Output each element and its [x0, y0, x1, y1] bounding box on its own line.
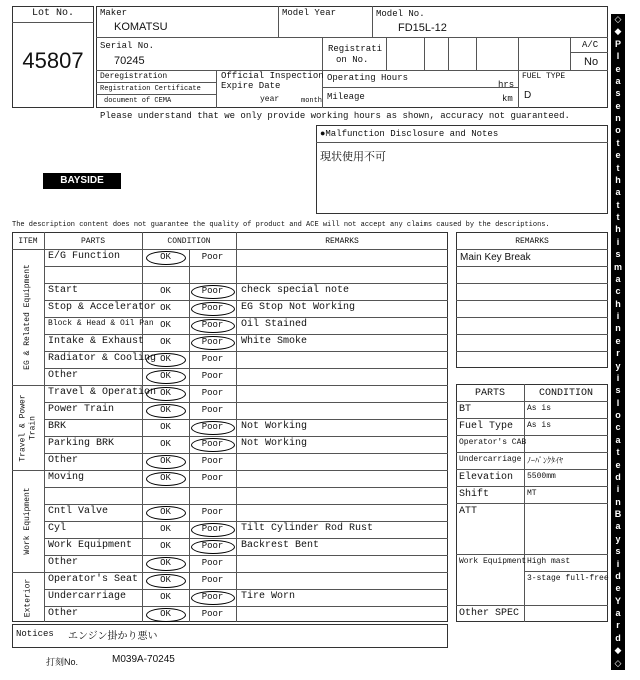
- part-name: Cyl: [48, 523, 67, 534]
- spec-part: Shift: [459, 489, 490, 500]
- inspection-label-1: Official Inspection: [221, 71, 324, 81]
- poor-circle-mark: [191, 421, 235, 435]
- spec-value: 3-stage full-free: [527, 574, 609, 583]
- vertical-notice-char: i: [616, 372, 620, 383]
- ok-circle-mark: [146, 251, 186, 265]
- part-name: Block & Head & Oil Pan: [48, 319, 154, 328]
- poor-circle-mark: [191, 319, 235, 333]
- vertical-notice-char: ◆: [614, 645, 622, 656]
- vertical-notice-char: l: [616, 397, 620, 408]
- fuel-type-value: D: [524, 90, 532, 101]
- ok-circle-mark: [146, 472, 186, 486]
- vertical-notice-char: ◆: [614, 26, 622, 37]
- poor-circle-mark: [191, 438, 235, 452]
- condition-ok: OK: [160, 541, 171, 551]
- spec-part: Operator's CAB: [459, 438, 527, 447]
- model-no-value: FD15L-12: [398, 22, 447, 34]
- group-label-line: Travel & Power: [18, 393, 27, 462]
- condition-ok: OK: [160, 439, 171, 449]
- group-label: [18, 572, 38, 623]
- vertical-notice-char: r: [616, 620, 620, 631]
- vertical-notice-char: a: [615, 521, 621, 532]
- part-name: E/G Function: [48, 251, 121, 262]
- part-name: Other: [48, 370, 79, 381]
- condition-poor: Poor: [201, 456, 224, 466]
- vertical-notice-char: n: [615, 113, 621, 124]
- bayside-badge: BAYSIDE: [43, 173, 121, 189]
- part-name: Cntl Valve: [48, 506, 109, 517]
- ok-circle-mark: [146, 353, 186, 367]
- vertical-notice-char: a: [615, 187, 621, 198]
- group-label-line: EG & Related Equipment: [23, 264, 32, 370]
- condition-ok: OK: [160, 354, 171, 364]
- vertical-notice-char: s: [615, 546, 621, 557]
- stamp-value: M039A-70245: [112, 654, 175, 665]
- vertical-notice-char: a: [615, 273, 621, 284]
- year-label: year: [260, 95, 280, 104]
- mileage-label: Mileage: [327, 92, 365, 102]
- right-remarks-header: REMARKS: [515, 237, 549, 246]
- lot-number: 45807: [22, 48, 84, 73]
- ok-circle-mark: [146, 404, 186, 418]
- spec-value: As is: [527, 421, 552, 430]
- condition-poor: Poor: [201, 422, 224, 432]
- spec-value: 5500mm: [527, 472, 556, 481]
- condition-poor: Poor: [201, 371, 224, 381]
- condition-poor: Poor: [201, 439, 224, 449]
- vertical-notice-char: c: [615, 422, 621, 433]
- part-name: Start: [48, 285, 79, 296]
- vertical-notice-char: e: [615, 583, 621, 594]
- group-label: [18, 470, 38, 572]
- vertical-notice-char: s: [615, 385, 621, 396]
- disclaimer: The description content does not guarantee the quality of product and ACE will not accept any claims caused by the descriptions.: [12, 221, 550, 229]
- notices-value: エンジン掛かり悪い: [68, 631, 158, 642]
- ok-circle-mark: [146, 557, 186, 571]
- condition-ok: OK: [160, 371, 171, 381]
- stamp-label: 打刻No.: [46, 657, 79, 667]
- part-name: Stop & Accelerator: [48, 302, 157, 313]
- group-label: [18, 385, 38, 470]
- spec-part: Other SPEC: [459, 608, 520, 619]
- part-name: Power Train: [48, 404, 115, 415]
- vertical-notice-char: a: [615, 608, 621, 619]
- inspection-label-2: Expire Date: [221, 81, 281, 91]
- spec-value: High mast: [527, 557, 571, 566]
- vertical-notice-char: ◇: [614, 657, 622, 668]
- vertical-notice-char: y: [615, 533, 621, 544]
- part-name: Other: [48, 455, 79, 466]
- header-remarks: REMARKS: [325, 237, 359, 246]
- condition-poor: Poor: [201, 303, 224, 313]
- vertical-notice-char: a: [615, 75, 621, 86]
- condition-ok: OK: [160, 422, 171, 432]
- vertical-notice-char: d: [615, 632, 621, 643]
- vertical-notice-char: e: [615, 459, 621, 470]
- notices-label: Notices: [16, 629, 54, 639]
- vertical-notice-char: t: [616, 447, 620, 458]
- condition-ok: OK: [160, 592, 171, 602]
- spec-value: MT: [527, 489, 537, 498]
- maker-value: KOMATSU: [114, 21, 168, 33]
- ok-circle-mark: [146, 455, 186, 469]
- condition-poor: Poor: [201, 473, 224, 483]
- vertical-notice-char: n: [615, 323, 621, 334]
- vertical-notice-char: t: [616, 212, 620, 223]
- right-remarks-first: Main Key Break: [460, 252, 531, 263]
- poor-circle-mark: [191, 302, 235, 316]
- remark-text: Tire Worn: [241, 591, 296, 602]
- registration-cert-label: Registration Certificate: [100, 85, 201, 93]
- condition-poor: Poor: [201, 592, 224, 602]
- remark-text: check special note: [241, 285, 350, 296]
- part-name: Intake & Exhaust: [48, 336, 145, 347]
- cema-label: document of CEMA: [104, 97, 172, 105]
- malfunction-note: 現状使用不可: [320, 151, 386, 163]
- condition-ok: OK: [160, 456, 171, 466]
- spec-value: As is: [527, 404, 552, 413]
- vertical-notice-char: h: [615, 298, 621, 309]
- vertical-notice-char: e: [615, 335, 621, 346]
- vertical-notice-char: h: [615, 174, 621, 185]
- vertical-notice-char: i: [616, 558, 620, 569]
- condition-ok: OK: [160, 303, 171, 313]
- serial-label: Serial No.: [100, 41, 155, 51]
- vertical-notice-char: l: [616, 51, 620, 62]
- poor-circle-mark: [191, 591, 235, 605]
- condition-poor: Poor: [201, 575, 224, 585]
- group-label-line: Exterior: [23, 578, 32, 617]
- condition-ok: OK: [160, 558, 171, 568]
- vertical-notice-char: ◇: [614, 14, 622, 24]
- spec-part: Elevation: [459, 472, 514, 483]
- vertical-notice-char: P: [614, 38, 621, 49]
- remark-text: EG Stop Not Working: [241, 302, 356, 313]
- condition-ok: OK: [160, 507, 171, 517]
- serial-value: 70245: [114, 55, 145, 67]
- part-name: Radiator & Cooling: [48, 353, 157, 364]
- spec-parts-header: PARTS: [474, 388, 505, 399]
- condition-poor: Poor: [201, 558, 224, 568]
- registration-label-1: Registrati: [328, 44, 383, 54]
- spec-part: Undercarriage: [459, 455, 522, 464]
- vertical-notice-char: h: [615, 224, 621, 235]
- condition-poor: Poor: [201, 609, 224, 619]
- condition-ok: OK: [160, 609, 171, 619]
- vertical-notice-char: i: [616, 484, 620, 495]
- registration-label-2: on No.: [336, 55, 369, 65]
- maker-label: Maker: [100, 8, 128, 18]
- vertical-notice-char: o: [615, 125, 621, 136]
- vertical-notice-char: t: [616, 162, 620, 173]
- part-name: Operator's Seat: [48, 574, 139, 585]
- condition-ok: OK: [160, 405, 171, 415]
- spec-part: BT: [459, 404, 472, 415]
- condition-poor: Poor: [201, 337, 224, 347]
- condition-ok: OK: [160, 286, 171, 296]
- part-name: Travel & Operation: [48, 387, 157, 398]
- remark-text: Oil Stained: [241, 319, 308, 330]
- hours-notice: Please understand that we only provide working hours as shown, accuracy not guaranteed.: [100, 111, 570, 121]
- part-name: Work Equipment: [48, 540, 133, 551]
- model-year-label: Model Year: [282, 8, 337, 18]
- remark-text: Tilt Cylinder Rod Rust: [241, 523, 374, 534]
- vertical-notice-char: a: [615, 434, 621, 445]
- spec-part: ATT: [459, 506, 478, 517]
- vertical-notice-char: s: [615, 249, 621, 260]
- spec-value: ﾉｰﾊﾟﾝｸﾀｲﾔ: [527, 457, 563, 466]
- vertical-notice-char: y: [615, 360, 621, 371]
- condition-ok: OK: [160, 388, 171, 398]
- vertical-notice-char: s: [615, 88, 621, 99]
- condition-poor: Poor: [201, 507, 224, 517]
- ac-label: A/C: [582, 40, 599, 50]
- condition-poor: Poor: [201, 541, 224, 551]
- poor-circle-mark: [191, 523, 235, 537]
- spec-part: Fuel Type: [459, 421, 514, 432]
- condition-poor: Poor: [201, 405, 224, 415]
- vertical-notice-char: e: [615, 150, 621, 161]
- vertical-notice-char: B: [614, 509, 622, 520]
- vertical-notice-char: Y: [614, 595, 621, 606]
- model-no-label: Model No.: [376, 9, 425, 19]
- ok-circle-mark: [146, 574, 186, 588]
- vertical-notice-char: i: [616, 311, 620, 322]
- part-name: Parking BRK: [48, 438, 115, 449]
- condition-ok: OK: [160, 524, 171, 534]
- ac-value: No: [584, 56, 599, 68]
- poor-circle-mark: [191, 336, 235, 350]
- spec-part: Work Equipment: [459, 557, 527, 566]
- header-parts: PARTS: [80, 237, 105, 246]
- header-item: ITEM: [18, 237, 38, 246]
- part-name: Other: [48, 608, 79, 619]
- ok-circle-mark: [146, 608, 186, 622]
- poor-circle-mark: [191, 285, 235, 299]
- group-label-line: Train: [28, 415, 37, 440]
- poor-circle-mark: [191, 540, 235, 554]
- vertical-notice-char: t: [616, 137, 620, 148]
- vertical-notice-char: r: [616, 348, 620, 359]
- part-name: Undercarriage: [48, 591, 127, 602]
- remark-text: Backrest Bent: [241, 540, 320, 551]
- condition-ok: OK: [160, 320, 171, 330]
- condition-poor: Poor: [201, 252, 224, 262]
- condition-poor: Poor: [201, 320, 224, 330]
- vertical-notice-char: c: [615, 286, 621, 297]
- fuel-type-label: FUEL TYPE: [522, 72, 566, 81]
- condition-ok: OK: [160, 337, 171, 347]
- month-label: month: [301, 97, 323, 105]
- vertical-notice-text: [611, 14, 625, 670]
- vertical-notice-char: e: [615, 63, 621, 74]
- vertical-notice-char: m: [613, 261, 622, 272]
- deregistration-label: Deregistration: [100, 72, 168, 81]
- condition-poor: Poor: [201, 524, 224, 534]
- remark-text: White Smoke: [241, 336, 308, 347]
- condition-poor: Poor: [201, 388, 224, 398]
- km-label: km: [502, 94, 513, 104]
- ok-circle-mark: [146, 506, 186, 520]
- vertical-notice-char: d: [615, 570, 621, 581]
- ok-circle-mark: [146, 370, 186, 384]
- part-name: Other: [48, 557, 79, 568]
- spec-condition-header: CONDITION: [538, 388, 593, 399]
- condition-poor: Poor: [201, 354, 224, 364]
- ok-circle-mark: [146, 387, 186, 401]
- vertical-notice-char: i: [616, 236, 620, 247]
- remark-text: Not Working: [241, 421, 308, 432]
- header-condition: CONDITION: [167, 237, 211, 246]
- vertical-notice-char: o: [615, 410, 621, 421]
- condition-ok: OK: [160, 473, 171, 483]
- condition-poor: Poor: [201, 286, 224, 296]
- condition-ok: OK: [160, 575, 171, 585]
- part-name: Moving: [48, 472, 85, 483]
- vertical-notice-char: n: [615, 496, 621, 507]
- malfunction-title: ●Malfunction Disclosure and Notes: [320, 129, 499, 139]
- operating-hours-label: Operating Hours: [327, 73, 409, 83]
- vertical-notice-char: t: [616, 199, 620, 210]
- lot-label: Lot No.: [31, 8, 74, 19]
- condition-ok: OK: [160, 252, 171, 262]
- group-label: [18, 249, 38, 385]
- group-label-line: Work Equipment: [23, 487, 32, 555]
- vertical-notice-char: d: [615, 471, 621, 482]
- hrs-label: hrs: [498, 80, 515, 90]
- remark-text: Not Working: [241, 438, 308, 449]
- vertical-notice-char: e: [615, 100, 621, 111]
- part-name: BRK: [48, 421, 67, 432]
